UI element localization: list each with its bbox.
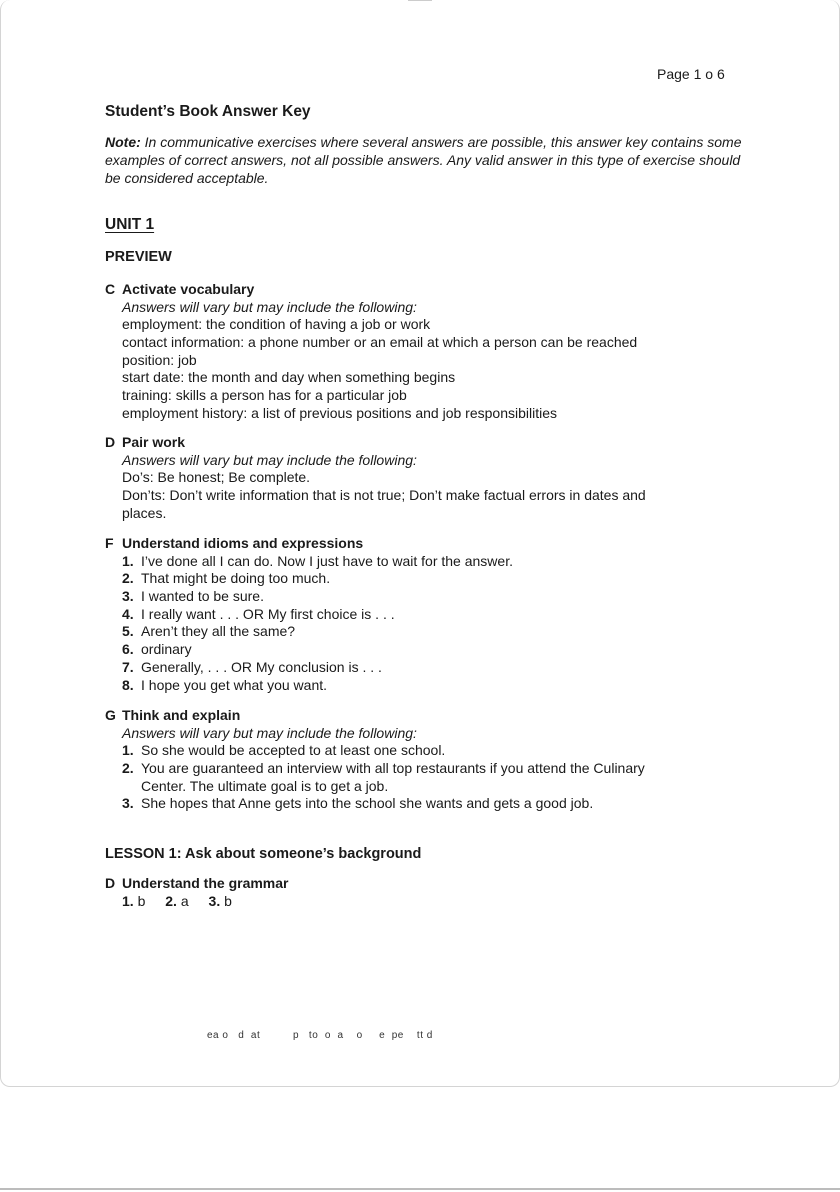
preview-heading: PREVIEW [105,249,172,265]
list-item: 7. Generally, . . . OR My conclusion is . . . [122,658,382,675]
list-item: 4. I really want . . . OR My first choice is . . . [122,605,395,622]
exercise-g [105,707,645,813]
scan-mark [408,0,432,1]
list-item-continuation: Center. The ultimate goal is to get a job. [141,777,389,794]
page-number: Page 1 o 6 [657,66,725,82]
document-title: Student’s Book Answer Key [105,103,311,120]
exercise-intro: Answers will vary but may include the following: [122,724,417,741]
list-item: 1. So she would be accepted to at least one school. [122,742,446,759]
note-paragraph [105,133,745,187]
unit-heading: UNIT 1 [105,216,155,233]
list-item: 8. I hope you get what you want. [122,676,328,693]
exercise-letter: G [105,707,116,723]
exercise-letter: F [105,535,114,551]
footer-text: ea o d at p to o a o e pe tt d [207,1030,433,1041]
inline-answers: 1. b 2. a 3. b [122,892,232,909]
answer-line: training: skills a person has for a particular job [122,387,407,404]
exercise-title: Pair work [122,434,186,450]
exercise-intro: Answers will vary but may include the following: [122,451,417,468]
lesson1-exercise-d [105,875,288,910]
list-item: 2. You are guaranteed an interview with all top restaurants if you attend the Culinary [122,760,645,777]
answer-line: employment history: a list of previous positions and job responsibilities [122,404,557,421]
lesson-heading: LESSON 1: Ask about someone’s background [105,846,422,862]
exercise-d [105,434,646,522]
exercise-intro: Answers will vary but may include the following: [122,298,417,315]
answer-line: start date: the month and day when something begins [122,369,456,386]
answer-line: Do’s: Be honest; Be complete. [122,469,311,486]
exercise-letter: D [105,434,116,450]
exercise-title: Understand idioms and expressions [122,535,364,551]
answer-line: employment: the condition of having a job or work [122,316,431,333]
list-item: 5. Aren’t they all the same? [122,623,296,640]
answer-line: contact information: a phone number or an email at which a person can be reached [122,334,638,351]
answer-line: places. [122,504,167,521]
exercise-letter: D [105,875,116,891]
list-item: 6. ordinary [122,641,192,658]
list-item: 3. She hopes that Anne gets into the school she wants and gets a good job. [122,795,594,812]
answer-line: position: job [122,351,197,368]
exercise-title: Understand the grammar [122,875,289,891]
exercise-letter: C [105,281,116,297]
exercise-f [105,535,513,694]
exercise-c [105,281,637,423]
answer-line: Don’ts: Don’t write information that is not true; Don’t make factual errors in dates and [122,487,646,504]
list-item: 2. That might be doing too much. [122,570,331,587]
page-bottom-edge [0,1188,840,1190]
list-item: 1. I’ve done all I can do. Now I just have to wait for the answer. [122,552,513,569]
exercise-title: Activate vocabulary [122,281,255,297]
list-item: 3. I wanted to be sure. [122,588,264,605]
note-label: Note: [105,134,141,150]
exercise-title: Think and explain [122,707,241,723]
note-text: In communicative exercises where several answers are possible, this answer key contains some examples of correct answers, not all possible answers. Any valid answer in this type of exercise should be considered acceptable. [105,134,742,186]
